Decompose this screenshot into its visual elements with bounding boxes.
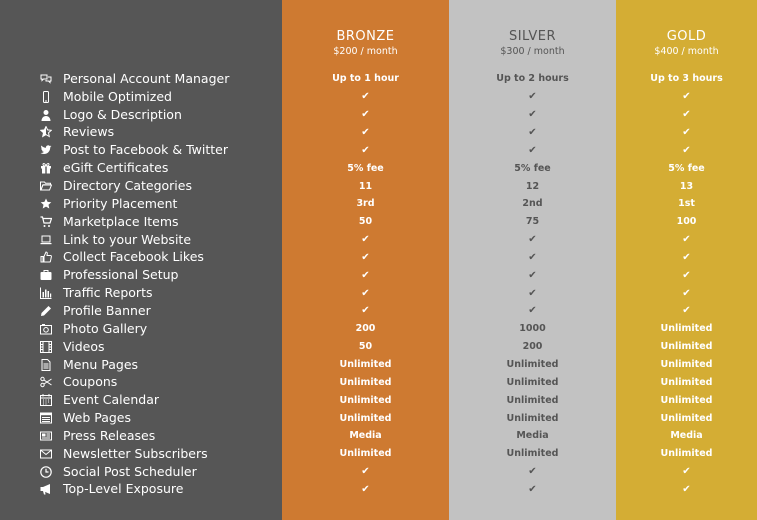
- feature-row-menu-pages: [0, 356, 282, 374]
- feature-label: Logo & Description: [63, 106, 182, 122]
- plan-value-bronze: Unlimited: [339, 448, 392, 460]
- feature-label: Press Releases: [63, 427, 156, 443]
- plan-value-gold: 100: [676, 216, 697, 228]
- feature-row-marketplace-items: [0, 213, 282, 231]
- plan-value-bronze: Unlimited: [339, 376, 392, 388]
- plan-value-gold: Unlimited: [660, 448, 713, 460]
- browser-window-icon: [38, 411, 54, 425]
- envelope-icon: [38, 447, 54, 461]
- plan-value-gold: Media: [670, 430, 703, 442]
- feature-row-post-to-facebook-and-twitter: [0, 141, 282, 159]
- plan-value-bronze: 50: [358, 341, 373, 353]
- chat-bubbles-icon: [38, 72, 54, 86]
- check-icon: ✔: [528, 91, 537, 103]
- check-icon: ✔: [682, 287, 691, 299]
- check-icon: ✔: [528, 109, 537, 121]
- plan-header-gold: [616, 29, 757, 58]
- check-icon: ✔: [528, 287, 537, 299]
- check-icon: ✔: [361, 91, 370, 103]
- plan-value-silver: Unlimited: [506, 394, 559, 406]
- pencil-icon: [38, 304, 54, 318]
- plan-value-bronze: 11: [358, 180, 373, 192]
- feature-row-top-level-exposure: [0, 481, 282, 499]
- feature-label: Directory Categories: [63, 178, 192, 194]
- check-icon: ✔: [682, 483, 691, 495]
- plan-value-silver: 5% fee: [514, 162, 551, 174]
- feature-row-logo-and-description: [0, 106, 282, 124]
- plan-price: $400 / month: [654, 46, 719, 57]
- check-icon: ✔: [528, 483, 537, 495]
- plan-value-gold: 1st: [678, 198, 695, 210]
- plan-value-bronze: Unlimited: [339, 412, 392, 424]
- check-icon: ✔: [361, 269, 370, 281]
- feature-row-professional-setup: [0, 266, 282, 284]
- feature-row-link-to-your-website: [0, 231, 282, 249]
- bar-chart-icon: [38, 286, 54, 300]
- feature-row-photo-gallery: [0, 320, 282, 338]
- feature-label: Professional Setup: [63, 267, 179, 283]
- feature-row-egift-certificates: [0, 159, 282, 177]
- check-icon: ✔: [361, 305, 370, 317]
- feature-row-videos: [0, 338, 282, 356]
- folder-open-icon: [38, 179, 54, 193]
- check-icon: ✔: [361, 126, 370, 138]
- feature-row-personal-account-manager: [0, 70, 282, 88]
- plan-name: BRONZE: [336, 29, 395, 44]
- feature-label: Photo Gallery: [63, 320, 148, 336]
- check-icon: ✔: [682, 269, 691, 281]
- feature-row-mobile-optimized: [0, 88, 282, 106]
- feature-row-priority-placement: [0, 195, 282, 213]
- feature-label: Traffic Reports: [63, 285, 153, 301]
- plan-column-bronze: [282, 0, 449, 520]
- megaphone-icon: [38, 482, 54, 496]
- gift-icon: [38, 161, 54, 175]
- star-icon: [38, 197, 54, 211]
- plan-column-gold: [616, 0, 757, 520]
- check-icon: ✔: [361, 287, 370, 299]
- check-icon: ✔: [528, 144, 537, 156]
- check-icon: ✔: [361, 109, 370, 121]
- thumbs-up-icon: [38, 250, 54, 264]
- plan-value-gold: Up to 3 hours: [650, 73, 723, 85]
- plan-value-silver: 200: [522, 341, 543, 353]
- feature-row-event-calendar: [0, 391, 282, 409]
- plan-value-gold: Unlimited: [660, 394, 713, 406]
- check-icon: ✔: [682, 109, 691, 121]
- plan-value-gold: Unlimited: [660, 341, 713, 353]
- check-icon: ✔: [682, 466, 691, 478]
- plan-header-silver: [449, 29, 616, 58]
- feature-label: Profile Banner: [63, 302, 151, 318]
- check-icon: ✔: [682, 234, 691, 246]
- document-icon: [38, 358, 54, 372]
- plan-value-bronze: 3rd: [356, 198, 375, 210]
- plan-name: SILVER: [508, 29, 557, 44]
- check-icon: ✔: [528, 305, 537, 317]
- camera-icon: [38, 322, 54, 336]
- mobile-phone-icon: [38, 90, 54, 104]
- plan-value-silver: 12: [525, 180, 540, 192]
- plan-value-bronze: Unlimited: [339, 359, 392, 371]
- feature-label: Marketplace Items: [63, 213, 179, 229]
- plan-value-bronze: Media: [349, 430, 382, 442]
- calendar-icon: [38, 393, 54, 407]
- scissors-icon: [38, 375, 54, 389]
- feature-row-traffic-reports: [0, 284, 282, 302]
- plan-value-bronze: 50: [358, 216, 373, 228]
- feature-row-coupons: [0, 373, 282, 391]
- check-icon: ✔: [528, 126, 537, 138]
- plan-value-bronze: Unlimited: [339, 394, 392, 406]
- plan-value-gold: Unlimited: [660, 323, 713, 335]
- plan-value-silver: Unlimited: [506, 448, 559, 460]
- twitter-bird-icon: [38, 143, 54, 157]
- half-star-icon: [38, 125, 54, 139]
- feature-label: Social Post Scheduler: [63, 463, 197, 479]
- feature-label: Link to your Website: [63, 231, 192, 247]
- feature-label: Post to Facebook & Twitter: [63, 142, 228, 158]
- plan-value-silver: 1000: [519, 323, 546, 335]
- check-icon: ✔: [361, 483, 370, 495]
- feature-row-web-pages: [0, 409, 282, 427]
- shopping-cart-icon: [38, 215, 54, 229]
- feature-row-press-releases: [0, 427, 282, 445]
- plan-value-bronze: Up to 1 hour: [332, 73, 399, 85]
- plan-value-silver: 75: [525, 216, 540, 228]
- check-icon: ✔: [682, 305, 691, 317]
- feature-label: Newsletter Subscribers: [63, 445, 208, 461]
- feature-label: Personal Account Manager: [63, 70, 230, 86]
- plan-price: $300 / month: [500, 46, 565, 57]
- feature-label: Web Pages: [63, 410, 131, 426]
- feature-row-newsletter-subscribers: [0, 445, 282, 463]
- check-icon: ✔: [528, 269, 537, 281]
- plan-value-silver: Unlimited: [506, 376, 559, 388]
- feature-label: Coupons: [63, 374, 118, 390]
- clock-icon: [38, 465, 54, 479]
- user-icon: [38, 108, 54, 122]
- check-icon: ✔: [528, 466, 537, 478]
- check-icon: ✔: [682, 144, 691, 156]
- feature-label: Videos: [63, 338, 105, 354]
- plan-value-gold: 5% fee: [668, 162, 705, 174]
- plan-value-gold: 13: [679, 180, 694, 192]
- feature-row-reviews: [0, 124, 282, 142]
- check-icon: ✔: [361, 466, 370, 478]
- feature-label: Reviews: [63, 124, 115, 140]
- plan-value-gold: Unlimited: [660, 359, 713, 371]
- check-icon: ✔: [682, 126, 691, 138]
- feature-row-social-post-scheduler: [0, 463, 282, 481]
- feature-label: Priority Placement: [63, 195, 178, 211]
- plan-value-bronze: 200: [355, 323, 376, 335]
- plan-value-bronze: 5% fee: [347, 162, 384, 174]
- check-icon: ✔: [682, 91, 691, 103]
- feature-label: Top-Level Exposure: [63, 481, 184, 497]
- plan-value-silver: Unlimited: [506, 359, 559, 371]
- check-icon: ✔: [528, 251, 537, 263]
- plan-value-gold: Unlimited: [660, 376, 713, 388]
- check-icon: ✔: [528, 234, 537, 246]
- feature-row-collect-facebook-likes: [0, 249, 282, 267]
- plan-value-silver: 2nd: [522, 198, 543, 210]
- plan-value-silver: Media: [516, 430, 549, 442]
- feature-label: Collect Facebook Likes: [63, 249, 204, 265]
- check-icon: ✔: [682, 251, 691, 263]
- feature-label: Menu Pages: [63, 356, 139, 372]
- feature-label: Mobile Optimized: [63, 88, 172, 104]
- film-icon: [38, 340, 54, 354]
- check-icon: ✔: [361, 144, 370, 156]
- check-icon: ✔: [361, 234, 370, 246]
- newspaper-icon: [38, 429, 54, 443]
- plan-value-gold: Unlimited: [660, 412, 713, 424]
- plan-name: GOLD: [666, 29, 707, 44]
- feature-label: eGift Certificates: [63, 160, 169, 176]
- plan-value-silver: Up to 2 hours: [496, 73, 569, 85]
- plan-price: $200 / month: [333, 46, 398, 57]
- check-icon: ✔: [361, 251, 370, 263]
- feature-label: Event Calendar: [63, 392, 159, 408]
- plan-header-bronze: [282, 29, 449, 58]
- laptop-icon: [38, 233, 54, 247]
- feature-row-profile-banner: [0, 302, 282, 320]
- plan-value-silver: Unlimited: [506, 412, 559, 424]
- feature-row-directory-categories: [0, 177, 282, 195]
- briefcase-icon: [38, 268, 54, 282]
- plan-column-silver: [449, 0, 616, 520]
